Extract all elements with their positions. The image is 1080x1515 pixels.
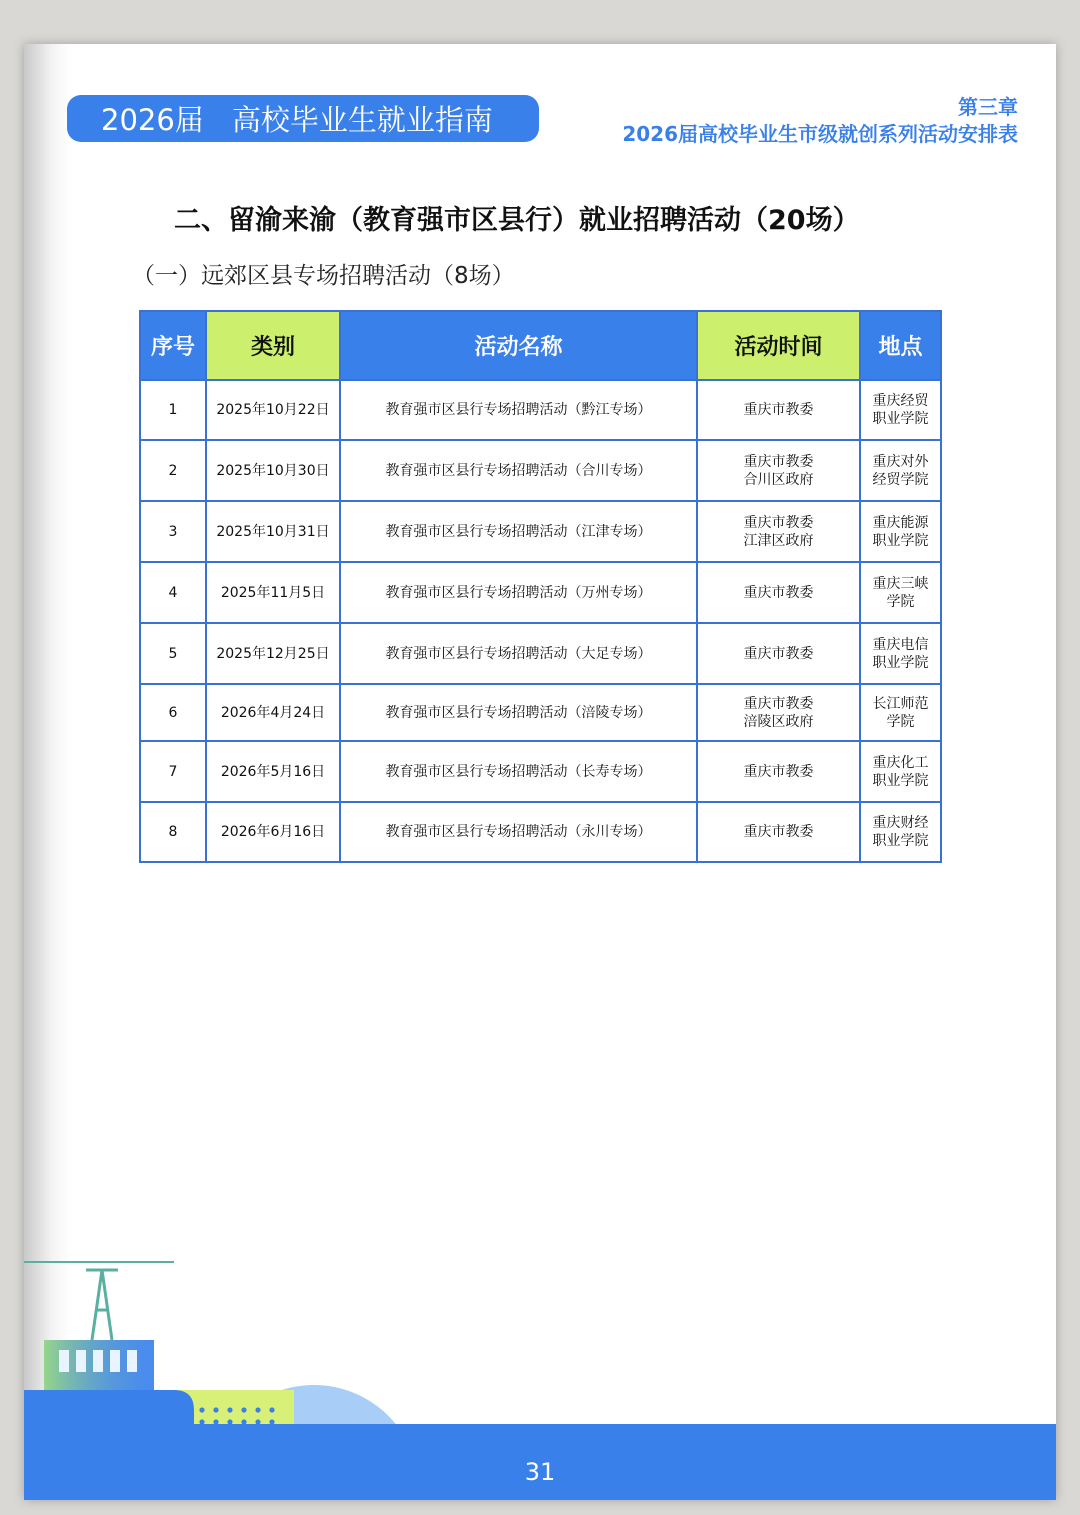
cell-location xyxy=(860,741,941,802)
table-header-row xyxy=(140,311,941,380)
cell-no: 4 xyxy=(140,562,206,623)
organizer-line: 涪陵区政府 xyxy=(743,713,814,730)
header-activity-time: 活动时间 xyxy=(697,311,860,380)
header-location: 地点 xyxy=(860,311,941,380)
cell-location xyxy=(860,562,941,623)
page-number: 31 xyxy=(524,1458,556,1486)
organizer-line: 重庆市教委 xyxy=(743,645,814,662)
chapter-heading xyxy=(622,94,1018,148)
guide-banner xyxy=(67,95,539,142)
organizer-line: 重庆市教委 xyxy=(743,695,814,712)
table-row xyxy=(140,623,941,684)
location-line: 职业学院 xyxy=(872,411,929,427)
cell-organizer xyxy=(697,562,860,623)
cell-organizer xyxy=(697,802,860,862)
cell-organizer xyxy=(697,741,860,802)
cell-location xyxy=(860,623,941,684)
location-line: 职业学院 xyxy=(872,772,929,789)
header-category: 类别 xyxy=(206,311,340,380)
cell-no: 2 xyxy=(140,440,206,501)
cell-no: 5 xyxy=(140,623,206,684)
document-page xyxy=(24,44,1056,1500)
cell-organizer xyxy=(697,380,860,440)
organizer-line: 重庆市教委 xyxy=(743,763,814,780)
location-line: 职业学院 xyxy=(872,654,929,671)
cell-activity-name: 教育强市区县行专场招聘活动（长寿专场） xyxy=(340,741,697,802)
activity-table xyxy=(139,310,942,863)
cell-location xyxy=(860,380,941,440)
location-line: 重庆财经 xyxy=(872,815,929,831)
location-line: 重庆经贸 xyxy=(872,393,929,409)
cell-no: 1 xyxy=(140,380,206,440)
cell-date: 2026年6月16日 xyxy=(206,802,340,862)
cell-date: 2026年4月24日 xyxy=(206,684,340,741)
cell-location xyxy=(860,501,941,562)
organizer-line: 重庆市教委 xyxy=(743,453,814,470)
organizer-line: 重庆市教委 xyxy=(743,824,814,840)
table-row xyxy=(140,802,941,862)
table-row xyxy=(140,501,941,562)
cell-no: 6 xyxy=(140,684,206,741)
section-title: 二、留渝来渝（教育强市区县行）就业招聘活动（20场） xyxy=(174,205,860,236)
cell-no: 8 xyxy=(140,802,206,862)
cell-date: 2025年10月31日 xyxy=(206,501,340,562)
location-line: 职业学院 xyxy=(872,532,929,549)
sub-section-title: （一）远郊区县专场招聘活动（8场） xyxy=(132,263,515,289)
cell-organizer xyxy=(697,440,860,501)
cell-organizer xyxy=(697,501,860,562)
cell-date: 2025年12月25日 xyxy=(206,623,340,684)
table-row xyxy=(140,562,941,623)
cell-date: 2025年10月22日 xyxy=(206,380,340,440)
cell-activity-name: 教育强市区县行专场招聘活动（永川专场） xyxy=(340,802,697,862)
location-line: 重庆对外 xyxy=(872,453,929,470)
cell-no: 7 xyxy=(140,741,206,802)
cell-activity-name: 教育强市区县行专场招聘活动（大足专场） xyxy=(340,623,697,684)
location-line: 长江师范 xyxy=(872,695,929,712)
cell-activity-name: 教育强市区县行专场招聘活动（万州专场） xyxy=(340,562,697,623)
header-activity-name: 活动名称 xyxy=(340,311,697,380)
location-line: 学院 xyxy=(886,713,915,730)
cell-date: 2026年5月16日 xyxy=(206,741,340,802)
cell-location xyxy=(860,684,941,741)
cell-activity-name: 教育强市区县行专场招聘活动（江津专场） xyxy=(340,501,697,562)
chapter-title: 2026届高校毕业生市级就创系列活动安排表 xyxy=(622,122,1018,146)
cell-location xyxy=(860,802,941,862)
cell-organizer xyxy=(697,623,860,684)
location-line: 重庆三峡 xyxy=(872,575,929,592)
table-row xyxy=(140,741,941,802)
cell-organizer xyxy=(697,684,860,741)
header-no: 序号 xyxy=(140,311,206,380)
organizer-line: 江津区政府 xyxy=(743,532,814,549)
chapter-number: 第三章 xyxy=(958,95,1018,119)
table-row xyxy=(140,440,941,501)
cell-no: 3 xyxy=(140,501,206,562)
cell-date: 2025年11月5日 xyxy=(206,562,340,623)
table-row xyxy=(140,684,941,741)
banner-title: 高校毕业生就业指南 xyxy=(231,103,493,137)
cell-date: 2025年10月30日 xyxy=(206,440,340,501)
table-row xyxy=(140,380,941,440)
organizer-line: 重庆市教委 xyxy=(743,402,814,418)
cell-activity-name: 教育强市区县行专场招聘活动（合川专场） xyxy=(340,440,697,501)
location-line: 重庆化工 xyxy=(872,754,929,771)
organizer-line: 重庆市教委 xyxy=(743,514,814,531)
location-line: 重庆电信 xyxy=(872,636,929,653)
banner-year: 2026届 xyxy=(101,103,204,137)
cell-activity-name: 教育强市区县行专场招聘活动（黔江专场） xyxy=(340,380,697,440)
location-line: 学院 xyxy=(886,593,915,610)
location-line: 重庆能源 xyxy=(872,514,929,531)
organizer-line: 合川区政府 xyxy=(743,471,814,488)
cell-activity-name: 教育强市区县行专场招聘活动（涪陵专场） xyxy=(340,684,697,741)
organizer-line: 重庆市教委 xyxy=(743,584,814,601)
location-line: 经贸学院 xyxy=(872,471,929,488)
location-line: 职业学院 xyxy=(872,833,929,849)
cell-location xyxy=(860,440,941,501)
